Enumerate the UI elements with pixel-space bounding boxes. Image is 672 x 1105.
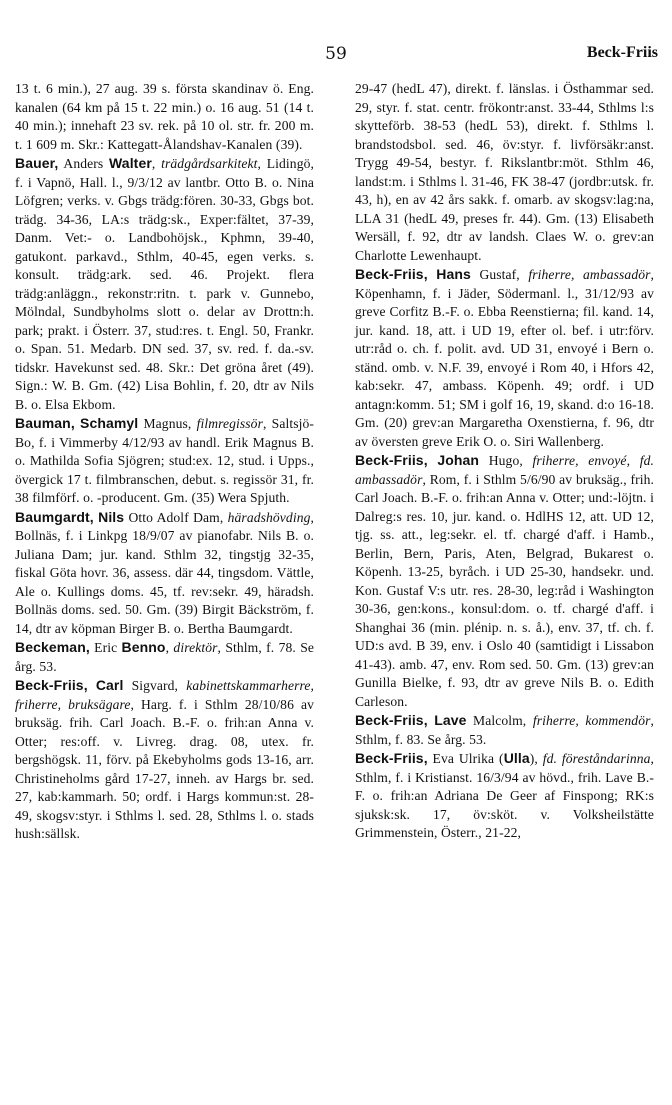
biography-entry <box>15 676 314 844</box>
entry-given-names <box>428 267 437 282</box>
entry-text: , Sthlm, f. i Kristianst. 16/3/94 av hövd., frih. Lave B.-F. o. frih:an Adriana De Geer af Finspong; RK:s sjuksk:sk. 17, öv:sköt. v. Volksheilstätte Grimmenstein, Österr., 21-22, <box>355 751 655 840</box>
biography-entry <box>15 638 314 676</box>
biography-entry <box>355 265 654 451</box>
entry-separator: Otto Adolf Dam, <box>124 509 228 525</box>
entry-text: , Bollnäs, f. i Linkpg 18/9/07 av pianofabr. Nils B. o. Juliana Dam; jur. kand. Sthlm 32, tingstjg 32-35, fiskal Göta hovr. 36, assess. där 44, tingsdom. Vättle, Ale o. Kullings doms. 45, tf. rev:sekr. 49, häradsh. Bollnäs doms. sed. 50. Gm. (39) Birgit Bäckström, f. 14, dtr av köpman Birger B. o. Bertha Baumgardt. <box>15 509 315 636</box>
running-head: Beck-Friis <box>586 44 658 61</box>
right-column <box>355 80 654 843</box>
entry-list <box>15 154 314 844</box>
biography-entry <box>15 508 314 639</box>
entry-separator: ), <box>529 751 543 766</box>
entry-text: , Sthlm, f. 78. Se årg. 53. <box>15 640 314 674</box>
entry-text: , Saltsjö-Bo, f. i Vimmerby 4/12/93 av handl. Erik Magnus B. o. Mathilda Sofia Sjögren; stud:ex. 12, stud. i Upps., övergick 17 t. filmbranschen, debut. s. regissör 31, fr. 38 filmförf. o. -producent. Gm. (35) Wera Spjuth. <box>15 416 314 505</box>
page-number: 59 <box>325 44 347 64</box>
entry-separator: Gustaf, <box>470 267 529 282</box>
entry-title: friherre, kommendör <box>532 713 651 728</box>
entry-called-name: Johan <box>437 452 480 468</box>
entry-called-name: Lave <box>434 712 467 728</box>
biography-entry <box>15 154 314 414</box>
entry-given-names: Eric <box>89 640 122 655</box>
entry-separator: , <box>151 156 162 171</box>
entry-surname: Beckeman, <box>15 639 90 655</box>
entry-title: kabinettskammarherre, friherre, bruksägare <box>15 678 315 712</box>
entry-text: , Sthlm, f. 83. Se årg. 53. <box>355 713 654 747</box>
entry-title: trädgårdsarkitekt <box>161 156 258 171</box>
entry-called-name: Carl <box>95 677 124 693</box>
entry-surname: Beck-Friis, <box>355 712 428 728</box>
entry-called-name: Nils <box>98 508 125 525</box>
entry-called-name: Ulla <box>503 750 530 766</box>
biography-entry <box>15 414 314 508</box>
page-header <box>14 44 658 68</box>
entry-title: filmregissör <box>196 416 263 431</box>
entry-given-names: Anders <box>58 156 110 171</box>
entry-surname: Baumgardt, <box>15 508 94 525</box>
biography-entry <box>355 711 654 749</box>
entry-separator: Hugo, <box>479 453 533 468</box>
entry-surname: Beck-Friis, <box>15 677 88 693</box>
entry-given-names <box>88 678 96 693</box>
entry-called-name: Schamyl <box>80 415 139 431</box>
entry-given-names <box>428 453 438 468</box>
continuation-text: 29-47 (hedL 47), direkt. f. länslas. i Östhammar sed. 29, styr. f. stat. centr. frökontr:anst. 33-44, Sthlms l:s skytteförb. 38-53 (hedL 53), direkt. f. Sthlms l. brandstodsbol. sed. 46, öv:styr. f. livförsäkr:anst. Trygg 49-54, bestyr. f. Rikslantbr:möt. Sthlm 46, landst:m. i Sthlms l. 31-46, FK 38-47 (jordbr:utsk. fr. 43, h), en av 42 års sakk. f. omarb. av skogsv:lag:na, LLA 31 (hedL 49, preses fr. 44). Gm. (13) Elisabeth Wersäll, f. 92, dtr av landsh. Claes W. o. grev:an Charlotte Lewenhaupt. <box>355 81 654 263</box>
entry-list <box>355 265 654 843</box>
entry-separator: , <box>165 640 174 655</box>
entry-separator: Sigvard, <box>123 678 187 693</box>
entry-given-names: Eva Ulrika ( <box>427 751 504 766</box>
entry-surname: Bauer, <box>15 155 59 171</box>
entry-text: , Rom, f. i Sthlm 5/6/90 av bruksäg., frih. Carl Joach. B.-F. o. frih:an Anna v. Otter; und:-löjtn. i Dalreg:s res. 10, jur. kand. o. HdlHS 12, att. UD 12, tjg. ss. att., leg:sekr. el. tf. chargé d'aff. i Hamb., Berlin, Bern, Paris, Aten, Belgrad, Bukarest o. Köpenh. 13-25, byråch. i UD 25-30, handsekr. und. Kon. Gustaf V:s utr. res. 28-30, leg:råd i Washington 30-36, gen:kons., konsul:dom. o. tf. chargé d'aff. i Shanghai 36 (min. plénip. n. s. å.), env. 37, tf. ch. f. UD:s avd. B 39, env. i Oslo 40 (samtidigt i Lissabon 41-43). amb. 47, env. Rom sed. 50. Gm. (13) grev:an Gunilla Bielke, f. 93, dtr av greve Nils B. o. Edith Carleson. <box>355 471 654 709</box>
entry-called-name: Hans <box>436 266 471 282</box>
entry-title: friherre, envoyé, fd. ambassadör <box>355 453 654 487</box>
entry-title: fd. föreståndarinna <box>542 751 651 766</box>
entry-called-name: Walter <box>109 155 152 171</box>
entry-surname: Beck-Friis, <box>355 266 428 282</box>
entry-title: friherre, ambassadör <box>528 267 651 282</box>
left-column <box>15 80 314 844</box>
entry-surname: Beck-Friis, <box>355 750 428 766</box>
entry-title: häradshövding <box>227 509 311 525</box>
biography-entry <box>355 749 654 843</box>
entry-surname: Beck-Friis, <box>355 452 428 468</box>
biography-entry <box>355 451 654 711</box>
entry-called-name: Benno <box>121 639 166 655</box>
entry-separator: Malcolm, <box>466 713 533 728</box>
entry-surname: Bauman, <box>15 415 75 431</box>
continuation-text: 13 t. 6 min.), 27 aug. 39 s. första skandinav ö. Eng. kanalen (64 km på 15 t. 22 min.) o. 16 aug. 51 (14 t. 40 min.); innehaft 23 sv. rek. på 10 ol. str. fr. 200 m. t. 1 609 m. Skr.: Kattegatt-Ålandshav-Kanalen (39). <box>15 81 314 152</box>
entry-separator: Magnus, <box>138 416 197 431</box>
entry-text: , Köpenhamn, f. i Jäder, Södermanl. l., 31/12/93 av greve Corfitz B.-F. o. Ebba Reenstierna; fil. kand. 14, jur. kand. 18, att. i UD 19, efter ol. bef. i utr:förv. utr:råd o. ch. f. polit. avd. UD 31, envoyé i Bern o. ständ. omb. v. N.F. 39, envoyé i Rom 40, i Hfors 42, kab:sekr. 47, ambass. Köpenh. 49; ordf. i UD antagn:komm. 51; SM i golf 16, 19, skand. d:o 16-18. Gm. (20) grev:an Margaretha Oxenstierna, f. 96, dtr av översten greve Erik O. o. Siri Wallenberg. <box>355 267 655 449</box>
entry-text: , Harg. f. i Sthlm 28/10/86 av bruksäg. frih. Carl Joach. B.-F. o. frih:an Anna v. Otter; res:off. v. Livreg. drag. 08, utex. fr. bergshögsk. 11, förv. på Ekebyholms gods 13-16, arr. Christineholms gård 17-27, inneh. av Hargs br. sed. 27, kab:kammarh. 50; ordf. i Hargs kommun:st. 28-49, skogsv:styr. i Sthlms l. sed. 28, Sthlms l. o. stads hush:sällsk. <box>15 696 315 841</box>
entry-text: , Lidingö, f. i Vapnö, Hall. l., 9/3/12 av lantbr. Otto B. o. Nina Löfgren; verks. v. Gbgs trädg:fören. 30-33, Gbgs bot. trädg. 34-36, LA:s trädg:sk., Exper:fältet, 37-39, Danm. Vet:- o. Landbohöjsk., Kphmn, 39-40, gatukont. parkavd., Sthlm, 40-45, egen verks. s. konsult. trädg:ark. sed. 46. Projekt. flera trädg:anläggn., rekonstr:ritn. t. park v. Gunnebo, Mölndal, Sundbyholms slott o. delar av Drottn:h. park; prakt. i Österr. 37, stud:res. t. Engl. 50, Frankr. o. Span. 51. Medarb. DN sed. 37, sv. red. f. da.-sv. tidskr. Havekunst sed. 48. Skr.: Det gröna året (49). Sign.: W. B. Gm. (42) Lisa Bohlin, f. 20, dtr av Nils B. o. Elsa Ekbom. <box>15 156 314 412</box>
entry-title: direktör <box>173 640 218 655</box>
